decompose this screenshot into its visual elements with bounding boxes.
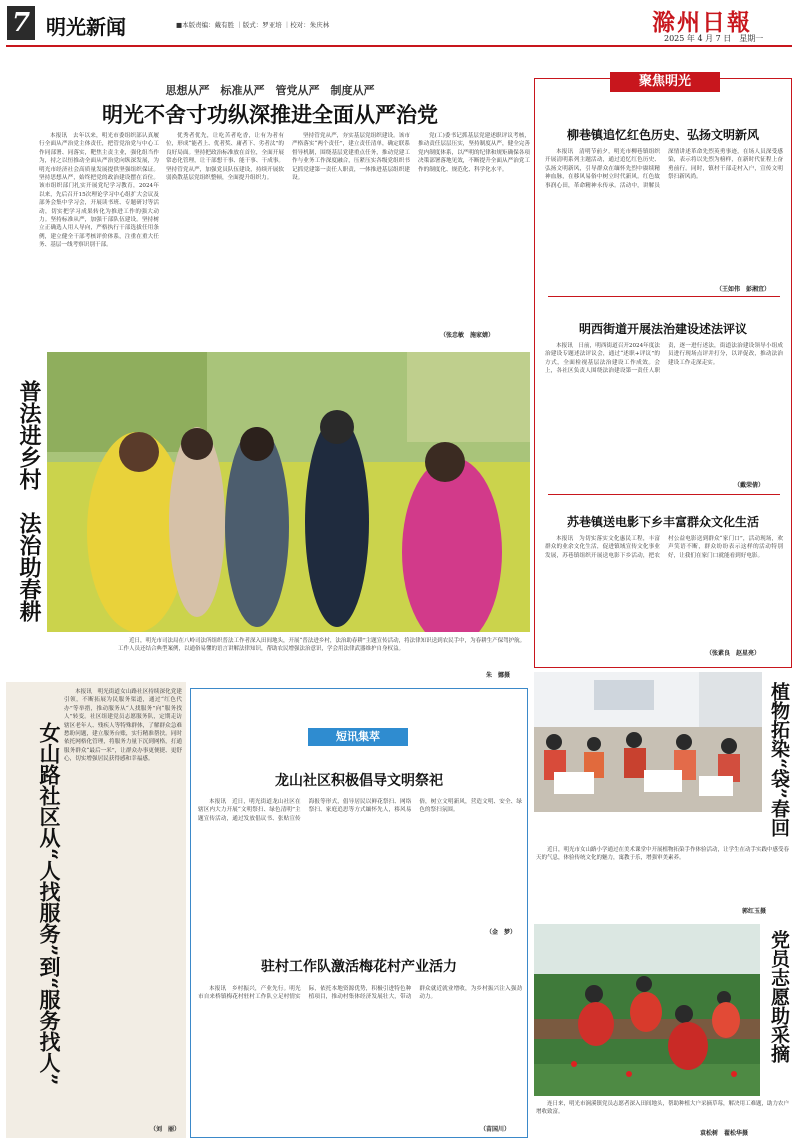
page-number-badge: 7: [7, 6, 35, 40]
photo-law-education: [47, 352, 530, 632]
lead-column-1: 本报讯 去年以来，明光市委组织部认真履行全面从严治党主体责任，把管党治党与中心工作同部署、同落实，靶焦主责主业，强化组当作为，持之以恒推动全面从严治党向纵深发展，为明光市经济社会高质量发展提供坚强组织保证。坚持思想从严，始终把党的政治建设摆在首位。该市组织部门扎实开展党纪学习教育，2024年以来，先后召开15次理论学习中心组扩大会议及部务会集中学习会，开展读书班、专题研讨等活动，切实把学习成果转化为推进工作的强大动力。坚持标准从严，加强干部队伍建设。坚持树立正确选人用人导向，严格执行干部选拔任用条例，建立健全干部考核评价体系，注重在重大任务、基层一线考察识别干部。: [39, 133, 159, 249]
lead-byline: （张忠敏 施家婧）: [440, 332, 495, 339]
issue-date: 2025 年 4 月 7 日 星期一: [664, 34, 764, 43]
photo-plant-dyeing-image: [534, 672, 762, 812]
lead-kicker: 思想从严 标准从严 管党从严 制度从严: [165, 84, 375, 97]
section-title: 明光新闻: [46, 15, 126, 39]
brief-s2-title: 驻村工作队激活梅花村产业活力: [261, 959, 457, 975]
focus-s2-byline: （戴荣倩）: [734, 482, 765, 489]
photo-farm-caption: 连日来，明光市涧溪镇党员志愿者深入田间地头，帮助种植大户采摘草莓，解决用工难题，助力农户增收致富。: [536, 1101, 790, 1115]
paper-name: 滁州日報: [652, 9, 752, 36]
focus-s3-title: 苏巷镇送电影下乡丰富群众文化生活: [566, 515, 759, 529]
photo-main-side-title: 普法进乡村 法治助春耕: [16, 380, 42, 622]
photo-main-caption: 近日，明光市司法局在八岭司法所组织普法工作者深入田间地头，开展“普法进乡村，法治助春耕”主题宣传活动，将法律知识送到农民手中，为春耕生产保驾护航。工作人员还结合典型案例，以通俗易懂的语言讲解法律知识，帮助农民增强法治意识，学会用法律武器维护自身权益。: [118, 638, 526, 652]
lead-column-2: 优秀者优先，让吃苦者吃香，让有为者有位，形成“能者上、优者奖、庸者下、劣者汰”的良好局面。坚持把政治标准放在首位，全面开展常态化管理，让干部想干事、能干事、干成事。坚持管党从严，加强党员队伍建设，持续开展软弱涣散基层党组织整顿，全面提升组织力。: [166, 133, 284, 182]
focus-banner: 聚焦明光: [610, 72, 720, 92]
photo-strawberry-picking-image: [534, 924, 760, 1096]
brief-s1-byline: （金 梦）: [486, 929, 517, 936]
brief-s2-byline: （苗国川）: [480, 1126, 511, 1133]
focus-s3-text: 本报讯 为切实落实文化惠民工程，丰富群众的业余文化生活，促进镇域宣传文化事业发展，苏巷镇组织开展送电影下乡活动，把农村公益电影送到群众“家门口”，活动现场，欢声笑语不断，群众纷纷表示这样的活动特别好，让我们在家门口就能看到好电影。: [545, 536, 783, 559]
photo-kids-caption: 近日，明光市女山路小学通过在美术课堂中开展植物拓染手作体验活动，让学生在动手实践中感受春天的气息，体验传统文化的魅力，寓教于乐，增强审美素养。: [536, 847, 790, 861]
focus-divider-1: [548, 296, 780, 297]
lead-column-4: 党(工)委书记抓基层党建述职评议考核，推动责任层层压实，坚持制度从严，健全完善党内制度体系，以严明的纪律和规矩确保各项决策部署落地见效，不断提升全面从严治党工作的制度化、规范化、科学化水平。: [418, 133, 530, 173]
focus-s1-title: 柳巷镇追忆红色历史、弘扬文明新风: [566, 128, 759, 142]
photo-farm-side-title: 党员志愿助采摘: [768, 930, 790, 1063]
left-story-title: 女山路社区从“人找服务”到“服务找人”: [37, 722, 62, 1086]
focus-s1-byline: （王如伟 彭湘宜）: [716, 286, 771, 293]
photo-main-photographer: 朱 娜摄: [486, 672, 511, 679]
focus-divider-2: [548, 494, 780, 495]
edition-meta: ■本版责编：戴有胜 ｜版式：罗亚培 ｜校对：朱庆林: [176, 21, 330, 29]
left-story-byline: （刘 丽）: [150, 1126, 181, 1133]
brief-s1-text: 本报讯 近日，明光街道龙山社区在辖区内大力开展“文明祭扫、绿色清明”主题宣传活动，通过发放倡议书、张贴宣传海报等形式，倡导居民以鲜花祭扫、网络祭扫、家庭追思等方式缅怀先人，移风易俗，树立文明新风，营造文明、安全、绿色的祭扫氛围。: [198, 799, 522, 822]
focus-s3-byline: （张素良 赵星亮）: [706, 650, 761, 657]
lead-column-3: 坚持管党从严，夯实基层党组织建设。该市严格落实“两个责任”，建立责任清单，确定联系督导机制，围绕基层党建重点任务，推动党建工作与业务工作深度融合，压紧压实各级党组织书记抓党建第一责任人职责，一体推进基层组织建设。: [292, 133, 410, 182]
photo-farm-photographer: 袁松树 翟松华摄: [700, 1130, 749, 1137]
focus-s1-text: 本报讯 清明节前夕，明光市柳巷镇组织开展清明系列主题活动，通过追忆红色历史、弘扬文明新风，引导群众在缅怀先烈中赓续精神血脉，在移风易俗中树立时代新风。红色故事润心田，革命精神永传承。活动中，讲解员深情讲述革命先烈英勇事迹，在场人员深受感染，表示将以先烈为榜样，在新时代征程上奋勇前行。同时，镇村干部走村入户，宣传文明祭扫新风尚。: [545, 149, 783, 189]
focus-s2-title: 明西街道开展法治建设述法评议: [578, 322, 747, 336]
photo-kids-side-title: 植物拓染“袋”春回: [768, 682, 790, 837]
header-rule: [6, 45, 792, 47]
brief-s1-title: 龙山社区积极倡导文明祭祀: [275, 773, 443, 789]
left-story-text: 本报讯 明光街道女山路社区持续深化党建引领，不断拓展为民服务渠道，通过“红色代办”等举措，推动服务从“人找服务”向“服务找人”转变。社区组建党员志愿服务队，定期走访辖区老年人、残疾人等特殊群体，了解群众急难愁盼问题，建立服务台账，实行精准帮扶。同时依托网格化管理，将服务力量下沉到网格，打通服务群众“最后一米”，让群众办事更便捷、更舒心，切实增强居民获得感和幸福感。: [64, 689, 182, 763]
photo-strawberry-picking: [534, 924, 760, 1096]
brief-s2-text: 本报讯 乡村振兴，产业先行。明光市自来桥镇梅花村驻村工作队立足村情实际，依托本地资源优势，积极引进特色种植项目，推动村集体经济发展壮大，带动群众就近就业增收，为乡村振兴注入强劲动力。: [198, 986, 522, 1001]
photo-law-education-image: [47, 352, 530, 632]
photo-plant-dyeing: [534, 672, 762, 812]
lead-title: 明光不舍寸功纵深推进全面从严治党: [102, 102, 438, 127]
brief-banner: 短讯集萃: [308, 728, 408, 746]
focus-s2-text: 本报讯 日前，明西街道召开2024年度法治建设专题述法评议会，通过“述职+评议”的方式，全面检视基层法治建设工作成效。会上，各社区负责人围绕法治建设第一责任人职责，逐一进行述法，街道法治建设领导小组成员进行现场点评并打分，以评促改，推动法治建设工作走深走实。: [545, 343, 783, 375]
photo-kids-photographer: 郭红玉摄: [742, 908, 767, 915]
